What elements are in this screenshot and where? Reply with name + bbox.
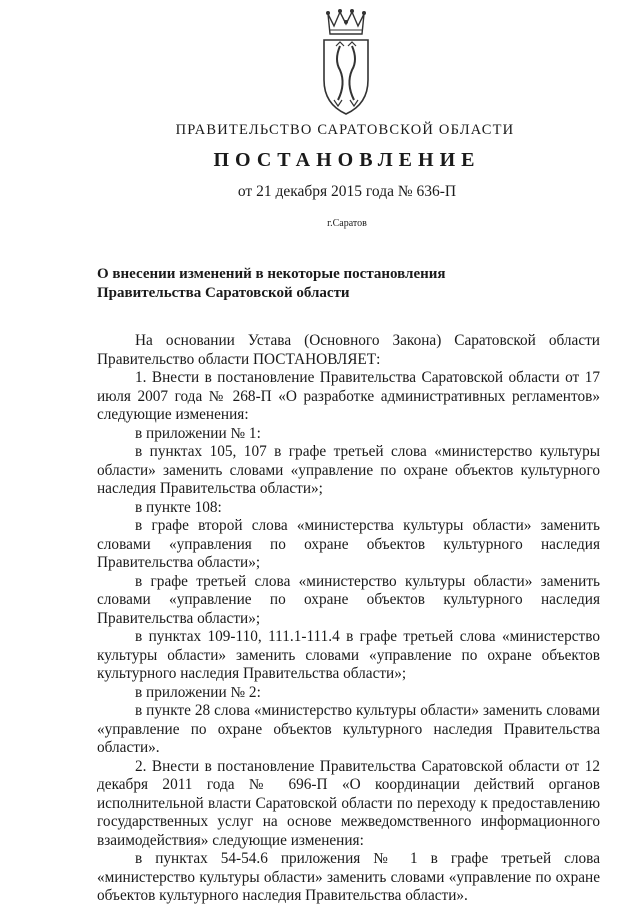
document-subject <box>97 265 517 303</box>
body-paragraph: в приложении № 2: <box>135 683 261 701</box>
document-type: ПОСТАНОВЛЕНИЕ <box>213 149 481 171</box>
subject-line-1: О внесении изменений в некоторые постановления <box>97 266 446 282</box>
coat-of-arms-icon <box>318 8 374 120</box>
body-paragraph: в пункте 28 слова «министерство культуры области» заменить словами «управление по охране объектов культурного наследия Правительства области». <box>97 702 600 756</box>
body-paragraph: в пунктах 54-54.6 приложения № 1 в графе третьей слова «министерство культуры области» заменить словами «управление по охране объектов культурного наследия Правительства области». <box>97 850 600 904</box>
body-paragraph: в пунктах 109-110, 111.1-111.4 в графе третьей слова «министерство культуры области» заменить словами «управление по охране объектов культурного наследия Правительства области»; <box>97 628 600 682</box>
body-paragraph: 1. Внести в постановление Правительства Саратовской области от 17 июля 2007 года № 268-П «О разработке административных регламентов» следующие изменения: <box>97 369 600 423</box>
body-paragraph: 2. Внести в постановление Правительства Саратовской области от 12 декабря 2011 года № 696-П «О координации действий органов исполнительной власти Саратовской области по переходу к предоставлению государственных услуг на основе межведомственного информационного взаимодействия» следующие изменения: <box>97 757 600 849</box>
government-title: ПРАВИТЕЛЬСТВО САРАТОВСКОЙ ОБЛАСТИ <box>175 122 515 138</box>
document-date-number: от 21 декабря 2015 года № 636-П <box>237 183 457 200</box>
subject-line-2: Правительства Саратовской области <box>97 285 350 301</box>
document-body <box>97 332 600 906</box>
body-paragraph: в графе второй слова «министерства культуры области» заменить словами «управления по охране объектов культурного наследия Правительства области»; <box>97 517 600 571</box>
body-paragraph: в графе третьей слова «министерство культуры области» заменить словами «управление по охране объектов культурного наследия Правительства области»; <box>97 572 600 627</box>
document-city: г.Саратов <box>327 218 367 229</box>
body-paragraph: На основании Устава (Основного Закона) Саратовской области Правительство области ПОСТАНОВЛЯЕТ: <box>97 332 600 368</box>
body-paragraph: в приложении № 1: <box>135 424 261 442</box>
body-paragraph: в пунктах 105, 107 в графе третьей слова «министерство культуры области» заменить словами «управление по охране объектов культурного наследия Правительства области»; <box>97 443 600 497</box>
body-paragraph: в пункте 108: <box>135 498 222 516</box>
